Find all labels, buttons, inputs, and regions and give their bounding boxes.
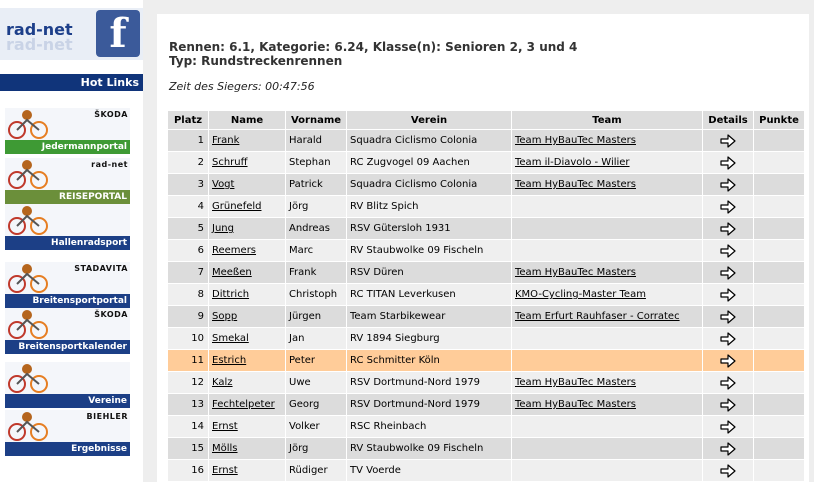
cell-vorname: Georg bbox=[286, 394, 346, 415]
cell-punkte bbox=[754, 218, 804, 239]
cell-punkte bbox=[754, 416, 804, 437]
table-row bbox=[168, 438, 804, 459]
podium-icon bbox=[5, 410, 65, 445]
cell-verein: RV Staubwolke 09 Fischeln bbox=[347, 240, 511, 261]
cell-details bbox=[703, 240, 753, 261]
team-link[interactable]: Team HyBauTec Masters bbox=[515, 135, 636, 146]
team-link[interactable]: Team HyBauTec Masters bbox=[515, 399, 636, 410]
cell-details bbox=[703, 152, 753, 173]
cell-verein: RC Zugvogel 09 Aachen bbox=[347, 152, 511, 173]
rider-name-link[interactable]: Schruff bbox=[212, 157, 248, 168]
cell-punkte bbox=[754, 174, 804, 195]
cell-name bbox=[209, 416, 285, 437]
cell-team bbox=[512, 218, 702, 239]
banner-reiseportal[interactable] bbox=[5, 158, 130, 204]
cell-name bbox=[209, 240, 285, 261]
header-team: Team bbox=[512, 111, 702, 129]
cell-verein: RSV Gütersloh 1931 bbox=[347, 218, 511, 239]
cell-vorname: Christoph bbox=[286, 284, 346, 305]
cell-details bbox=[703, 196, 753, 217]
cell-team bbox=[512, 262, 702, 283]
cyclist-icon bbox=[5, 204, 65, 239]
cell-punkte bbox=[754, 438, 804, 459]
cell-details bbox=[703, 416, 753, 437]
table-row bbox=[168, 174, 804, 195]
table-header-row bbox=[168, 111, 804, 129]
table-row bbox=[168, 152, 804, 173]
cell-platz: 2 bbox=[168, 152, 208, 173]
banner-hallenradsport[interactable] bbox=[5, 204, 130, 250]
header-verein: Verein bbox=[347, 111, 511, 129]
rider-name-link[interactable]: Jung bbox=[212, 223, 234, 234]
table-row bbox=[168, 460, 804, 481]
table-row bbox=[168, 262, 804, 283]
table-row bbox=[168, 196, 804, 217]
cell-punkte bbox=[754, 372, 804, 393]
rider-name-link[interactable]: Grünefeld bbox=[212, 201, 262, 212]
cell-platz: 3 bbox=[168, 174, 208, 195]
cell-team bbox=[512, 152, 702, 173]
cell-details bbox=[703, 306, 753, 327]
cell-name bbox=[209, 372, 285, 393]
cell-team bbox=[512, 240, 702, 261]
rider-name-link[interactable]: Mölls bbox=[212, 443, 238, 454]
cell-punkte bbox=[754, 394, 804, 415]
banner-label: Breitensportportal bbox=[5, 294, 130, 308]
cell-details bbox=[703, 218, 753, 239]
banner-ergebnisse[interactable] bbox=[5, 410, 130, 456]
cell-verein: RSV Düren bbox=[347, 262, 511, 283]
cyclist-icon bbox=[5, 262, 65, 297]
cell-name bbox=[209, 306, 285, 327]
race-type: Typ: Rundstreckenrennen bbox=[169, 54, 343, 68]
arrow-right-icon[interactable] bbox=[706, 288, 750, 302]
rider-name-link[interactable]: Reemers bbox=[212, 245, 257, 256]
rider-name-link[interactable]: Ernst bbox=[212, 421, 238, 432]
header-name: Name bbox=[209, 111, 285, 129]
skoda-logo-icon bbox=[5, 308, 65, 343]
cell-verein: RSV Dortmund-Nord 1979 bbox=[347, 372, 511, 393]
arrow-right-icon[interactable] bbox=[706, 376, 750, 390]
banner-label: Vereine bbox=[5, 394, 130, 408]
cell-verein: RV Staubwolke 09 Fischeln bbox=[347, 438, 511, 459]
cell-punkte bbox=[754, 240, 804, 261]
winner-time: Zeit des Siegers: 00:47:56 bbox=[169, 80, 315, 93]
results-table bbox=[167, 110, 805, 482]
table-row bbox=[168, 306, 804, 327]
cell-platz: 8 bbox=[168, 284, 208, 305]
race-title: Rennen: 6.1, Kategorie: 6.24, Klasse(n): Senioren 2, 3 und 4 bbox=[169, 40, 578, 54]
arrow-right-icon[interactable] bbox=[706, 134, 750, 148]
cell-details bbox=[703, 372, 753, 393]
banner-label: REISEPORTAL bbox=[5, 190, 130, 204]
logo-text-reflection: rad-net bbox=[6, 35, 73, 54]
cell-punkte bbox=[754, 460, 804, 481]
table-row bbox=[168, 416, 804, 437]
cyclist-icon bbox=[5, 158, 65, 193]
rider-name-link[interactable]: Fechtelpeter bbox=[212, 399, 275, 410]
cell-platz: 14 bbox=[168, 416, 208, 437]
race-heading bbox=[169, 40, 577, 68]
results-body bbox=[168, 130, 804, 481]
cell-verein: RC TITAN Leverkusen bbox=[347, 284, 511, 305]
cell-verein: RV Blitz Spich bbox=[347, 196, 511, 217]
table-row bbox=[168, 394, 804, 415]
rider-name-link[interactable]: Vogt bbox=[212, 179, 235, 190]
cell-vorname: Harald bbox=[286, 130, 346, 151]
cell-punkte bbox=[754, 284, 804, 305]
cell-details bbox=[703, 328, 753, 349]
banner-brand: rad-net bbox=[91, 160, 128, 169]
hot-links-header: Hot Links bbox=[0, 74, 143, 91]
cell-team bbox=[512, 130, 702, 151]
cell-vorname: Andreas bbox=[286, 218, 346, 239]
banner-label: Ergebnisse bbox=[5, 442, 130, 456]
cell-name bbox=[209, 328, 285, 349]
cell-platz: 11 bbox=[168, 350, 208, 371]
cell-name bbox=[209, 284, 285, 305]
banner-brand: ŠKODA bbox=[94, 310, 128, 319]
team-icon bbox=[5, 362, 65, 397]
arrow-right-icon[interactable] bbox=[706, 178, 750, 192]
banner-brand: ŠKODA bbox=[94, 110, 128, 119]
banner-label: Hallenradsport bbox=[5, 236, 130, 250]
cell-platz: 7 bbox=[168, 262, 208, 283]
arrow-right-icon[interactable] bbox=[706, 266, 750, 280]
cell-verein: RSV Dortmund-Nord 1979 bbox=[347, 394, 511, 415]
arrow-right-icon[interactable] bbox=[706, 310, 750, 324]
cell-name bbox=[209, 460, 285, 481]
cell-verein: TV Voerde bbox=[347, 460, 511, 481]
rider-name-link[interactable]: Meeßen bbox=[212, 267, 252, 278]
cell-team bbox=[512, 174, 702, 195]
logo-text: rad-net bbox=[6, 20, 73, 39]
skoda-logo-icon bbox=[5, 108, 65, 143]
arrow-right-icon[interactable] bbox=[706, 354, 750, 368]
rider-name-link[interactable]: Frank bbox=[212, 135, 240, 146]
facebook-icon: f bbox=[96, 10, 140, 57]
cell-platz: 1 bbox=[168, 130, 208, 151]
banner-jedermannportal[interactable] bbox=[5, 108, 130, 154]
banner-breitensportkalender[interactable] bbox=[5, 308, 130, 354]
table-row bbox=[168, 328, 804, 349]
cell-team bbox=[512, 416, 702, 437]
cell-team bbox=[512, 284, 702, 305]
cell-platz: 4 bbox=[168, 196, 208, 217]
cell-name bbox=[209, 196, 285, 217]
team-link[interactable]: Team HyBauTec Masters bbox=[515, 179, 636, 190]
cell-name bbox=[209, 130, 285, 151]
cell-verein: RC Schmitter Köln bbox=[347, 350, 511, 371]
banner-label: Breitensportkalender bbox=[5, 340, 130, 354]
cell-vorname: Rüdiger bbox=[286, 460, 346, 481]
cell-punkte bbox=[754, 262, 804, 283]
cell-details bbox=[703, 262, 753, 283]
cell-team bbox=[512, 328, 702, 349]
header-details: Details bbox=[703, 111, 753, 129]
cell-vorname: Marc bbox=[286, 240, 346, 261]
cell-vorname: Uwe bbox=[286, 372, 346, 393]
cell-name bbox=[209, 438, 285, 459]
header-punkte: Punkte bbox=[754, 111, 804, 129]
cell-team bbox=[512, 196, 702, 217]
rider-name-link[interactable]: Sopp bbox=[212, 311, 238, 322]
cell-verein: RSC Rheinbach bbox=[347, 416, 511, 437]
sidebar bbox=[0, 0, 143, 482]
cell-team bbox=[512, 438, 702, 459]
cell-punkte bbox=[754, 130, 804, 151]
team-link[interactable]: Team il-Diavolo - Wilier bbox=[515, 157, 630, 168]
cell-details bbox=[703, 460, 753, 481]
header-platz: Platz bbox=[168, 111, 208, 129]
table-row bbox=[168, 372, 804, 393]
cell-platz: 6 bbox=[168, 240, 208, 261]
cell-vorname: Patrick bbox=[286, 174, 346, 195]
cell-verein: Squadra Ciclismo Colonia bbox=[347, 130, 511, 151]
cell-team bbox=[512, 372, 702, 393]
cell-name bbox=[209, 262, 285, 283]
cell-team bbox=[512, 350, 702, 371]
rider-name-link[interactable]: Estrich bbox=[212, 355, 247, 366]
cell-details bbox=[703, 174, 753, 195]
banner-breitensportportal[interactable] bbox=[5, 262, 130, 308]
cell-verein: Squadra Ciclismo Colonia bbox=[347, 174, 511, 195]
cell-vorname: Peter bbox=[286, 350, 346, 371]
cell-vorname: Jan bbox=[286, 328, 346, 349]
cell-vorname: Frank bbox=[286, 262, 346, 283]
team-link[interactable]: Team Erfurt Rauhfaser - Corratec bbox=[515, 311, 680, 322]
cell-details bbox=[703, 394, 753, 415]
rider-name-link[interactable]: Ernst bbox=[212, 465, 238, 476]
table-row bbox=[168, 240, 804, 261]
cell-team bbox=[512, 394, 702, 415]
table-row bbox=[168, 130, 804, 151]
cell-details bbox=[703, 284, 753, 305]
cell-punkte bbox=[754, 152, 804, 173]
team-link[interactable]: KMO-Cycling-Master Team bbox=[515, 289, 646, 300]
cell-vorname: Volker bbox=[286, 416, 346, 437]
table-row bbox=[168, 350, 804, 371]
cell-platz: 9 bbox=[168, 306, 208, 327]
arrow-right-icon[interactable] bbox=[706, 244, 750, 258]
table-row bbox=[168, 284, 804, 305]
cell-name bbox=[209, 350, 285, 371]
cell-platz: 16 bbox=[168, 460, 208, 481]
banner-brand: STADAVITA bbox=[74, 264, 128, 273]
cell-verein: RV 1894 Siegburg bbox=[347, 328, 511, 349]
cell-platz: 10 bbox=[168, 328, 208, 349]
arrow-right-icon[interactable] bbox=[706, 464, 750, 478]
header-vorname: Vorname bbox=[286, 111, 346, 129]
cell-punkte bbox=[754, 328, 804, 349]
cell-name bbox=[209, 152, 285, 173]
arrow-right-icon[interactable] bbox=[706, 332, 750, 346]
arrow-right-icon[interactable] bbox=[706, 442, 750, 456]
rider-name-link[interactable]: Kalz bbox=[212, 377, 233, 388]
arrow-right-icon[interactable] bbox=[706, 398, 750, 412]
banner-brand: BIEHLER bbox=[86, 412, 128, 421]
banner-vereine[interactable] bbox=[5, 362, 130, 408]
arrow-right-icon[interactable] bbox=[706, 156, 750, 170]
cell-punkte bbox=[754, 306, 804, 327]
cell-team bbox=[512, 306, 702, 327]
rad-net-facebook-logo[interactable] bbox=[0, 8, 143, 60]
cell-vorname: Stephan bbox=[286, 152, 346, 173]
cell-details bbox=[703, 130, 753, 151]
cell-vorname: Jürgen bbox=[286, 306, 346, 327]
cell-platz: 15 bbox=[168, 438, 208, 459]
cell-punkte bbox=[754, 196, 804, 217]
rider-name-link[interactable]: Dittrich bbox=[212, 289, 250, 300]
cell-platz: 12 bbox=[168, 372, 208, 393]
cell-name bbox=[209, 394, 285, 415]
cell-vorname: Jörg bbox=[286, 438, 346, 459]
rider-name-link[interactable]: Smekal bbox=[212, 333, 249, 344]
cell-platz: 5 bbox=[168, 218, 208, 239]
arrow-right-icon[interactable] bbox=[706, 200, 750, 214]
cell-team bbox=[512, 460, 702, 481]
table-row bbox=[168, 218, 804, 239]
cell-name bbox=[209, 218, 285, 239]
arrow-right-icon[interactable] bbox=[706, 420, 750, 434]
team-link[interactable]: Team HyBauTec Masters bbox=[515, 377, 636, 388]
cell-verein: Team Starbikewear bbox=[347, 306, 511, 327]
cell-punkte bbox=[754, 350, 804, 371]
arrow-right-icon[interactable] bbox=[706, 222, 750, 236]
cell-vorname: Jörg bbox=[286, 196, 346, 217]
cell-details bbox=[703, 438, 753, 459]
main-content bbox=[157, 14, 809, 482]
team-link[interactable]: Team HyBauTec Masters bbox=[515, 267, 636, 278]
cell-name bbox=[209, 174, 285, 195]
banner-label: Jedermannportal bbox=[5, 140, 130, 154]
cell-details bbox=[703, 350, 753, 371]
cell-platz: 13 bbox=[168, 394, 208, 415]
